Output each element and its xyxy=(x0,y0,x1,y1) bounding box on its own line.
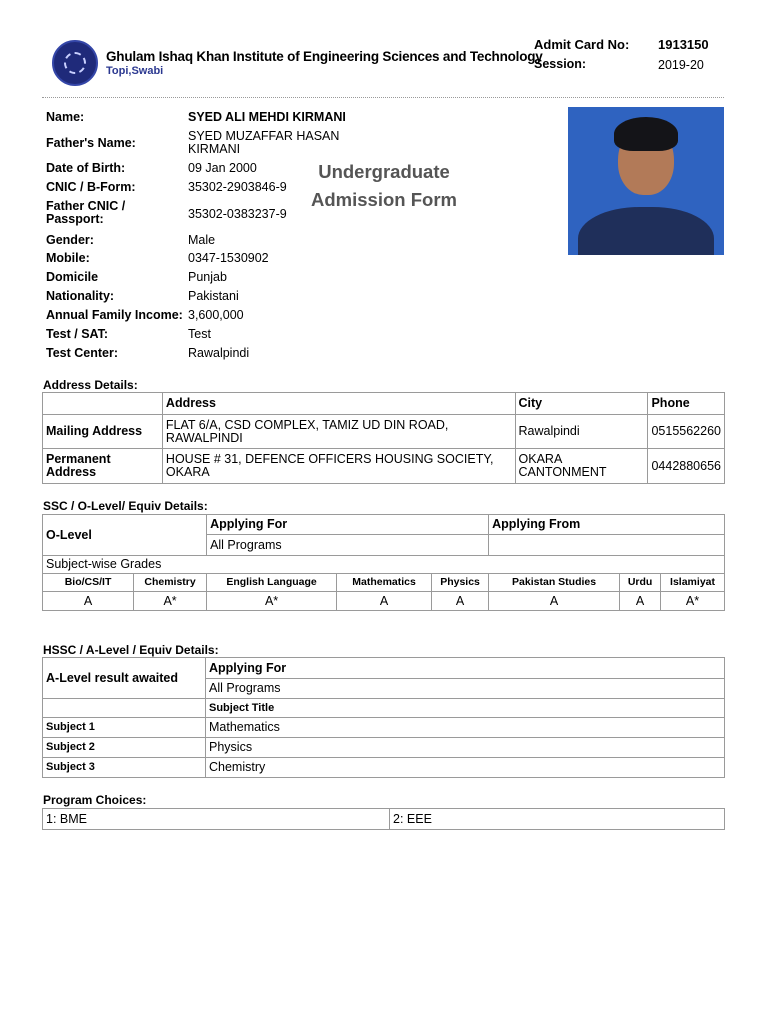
test-center-value: Rawalpindi xyxy=(188,346,250,360)
subject-header: Mathematics xyxy=(337,574,432,592)
gender-value: Male xyxy=(188,233,216,247)
income-label: Annual Family Income: xyxy=(46,308,183,322)
cnic-value: 35302-2903846-9 xyxy=(188,180,287,194)
admit-card-number: 1913150 xyxy=(658,37,709,52)
subject-label: Subject 3 xyxy=(43,758,206,778)
table-row xyxy=(43,415,725,449)
subject-grade: A xyxy=(43,592,134,611)
subject-title: Chemistry xyxy=(206,758,725,778)
dob-value: 09 Jan 2000 xyxy=(188,161,257,175)
form-title: Undergraduate Admission Form xyxy=(311,161,457,210)
ssc-applying-from-value xyxy=(489,535,725,556)
cnic-label: CNIC / B-Form: xyxy=(46,180,136,194)
subject-header: Urdu xyxy=(620,574,661,592)
subject-header: Bio/CS/IT xyxy=(43,574,134,592)
address-text: HOUSE # 31, DEFENCE OFFICERS HOUSING SOCIETY, OKARA xyxy=(162,449,515,484)
subject-grade: A xyxy=(432,592,489,611)
mobile-label: Mobile: xyxy=(46,251,90,265)
phone-header: Phone xyxy=(648,393,725,415)
subject-title-header: Subject Title xyxy=(206,699,725,718)
address-type: Permanent Address xyxy=(43,449,163,484)
applicant-photo xyxy=(568,107,724,255)
subject-label: Subject 2 xyxy=(43,738,206,758)
subject-title: Physics xyxy=(206,738,725,758)
address-header: Address xyxy=(162,393,515,415)
institute-name: Ghulam Ishaq Khan Institute of Engineering Sciences and Technology xyxy=(106,49,543,64)
mobile-value: 0347-1530902 xyxy=(188,251,269,265)
ssc-grades-label: Subject-wise Grades xyxy=(43,556,725,574)
subject-grade: A xyxy=(489,592,620,611)
subject-grade: A xyxy=(620,592,661,611)
income-value: 3,600,000 xyxy=(188,308,244,322)
subject-header: Physics xyxy=(432,574,489,592)
program-choice: 2: EEE xyxy=(390,809,725,830)
hssc-section-title: HSSC / A-Level / Equiv Details: xyxy=(43,643,219,657)
subject-header: Chemistry xyxy=(134,574,207,592)
institute-location: Topi,Swabi xyxy=(106,65,164,77)
hssc-applying-for-label: Applying For xyxy=(206,658,725,679)
address-text: FLAT 6/A, CSD COMPLEX, TAMIZ UD DIN ROAD, RAWALPINDI xyxy=(162,415,515,449)
admit-card-label: Admit Card No: xyxy=(534,37,630,52)
subject-grade: A xyxy=(337,592,432,611)
father-name-value: SYED MUZAFFAR HASAN KIRMANI xyxy=(188,129,340,156)
name-value: SYED ALI MEHDI KIRMANI xyxy=(188,110,346,124)
ssc-applying-from-label: Applying From xyxy=(489,515,725,535)
test-center-label: Test Center: xyxy=(46,346,119,360)
name-label: Name: xyxy=(46,110,85,124)
ssc-applying-for-label: Applying For xyxy=(207,515,489,535)
subject-title: Mathematics xyxy=(206,718,725,738)
city-header: City xyxy=(515,393,648,415)
table-row xyxy=(43,738,725,758)
subject-header: Pakistan Studies xyxy=(489,574,620,592)
session-label: Session: xyxy=(534,57,587,71)
address-city: Rawalpindi xyxy=(515,415,648,449)
subject-grade: A* xyxy=(207,592,337,611)
session-value: 2019-20 xyxy=(658,58,704,72)
address-type: Mailing Address xyxy=(43,415,163,449)
subject-label: Subject 1 xyxy=(43,718,206,738)
table-row xyxy=(43,718,725,738)
subject-grade: A* xyxy=(661,592,725,611)
institute-logo xyxy=(52,40,98,86)
hssc-applying-for-value: All Programs xyxy=(206,679,725,699)
domicile-label: Domicile xyxy=(46,270,99,284)
header-divider xyxy=(42,97,724,98)
program-choice: 1: BME xyxy=(43,809,390,830)
father-name-label: Father's Name: xyxy=(46,136,136,150)
address-section-title: Address Details: xyxy=(43,378,138,392)
ssc-applying-for-value: All Programs xyxy=(207,535,489,556)
address-city: OKARA CANTONMENT xyxy=(515,449,648,484)
subject-header: English Language xyxy=(207,574,337,592)
subject-header: Islamiyat xyxy=(661,574,725,592)
hssc-table xyxy=(42,657,725,778)
programs-section-title: Program Choices: xyxy=(43,793,147,807)
test-label: Test / SAT: xyxy=(46,327,109,341)
hssc-status: A-Level result awaited xyxy=(43,658,206,699)
test-value: Test xyxy=(188,327,211,341)
father-cnic-value: 35302-0383237-9 xyxy=(188,207,287,221)
dob-label: Date of Birth: xyxy=(46,161,126,175)
ssc-section-title: SSC / O-Level/ Equiv Details: xyxy=(43,499,208,513)
table-row xyxy=(43,449,725,484)
address-table xyxy=(42,392,725,484)
address-phone: 0515562260 xyxy=(648,415,725,449)
ssc-level: O-Level xyxy=(43,515,207,556)
domicile-value: Punjab xyxy=(188,270,227,284)
programs-table xyxy=(42,808,725,830)
address-phone: 0442880656 xyxy=(648,449,725,484)
nationality-value: Pakistani xyxy=(188,289,239,303)
table-row xyxy=(43,758,725,778)
ssc-table xyxy=(42,514,725,611)
gender-label: Gender: xyxy=(46,233,94,247)
nationality-label: Nationality: xyxy=(46,289,115,303)
subject-grade: A* xyxy=(134,592,207,611)
father-cnic-label: Father CNIC / Passport: xyxy=(46,199,126,226)
